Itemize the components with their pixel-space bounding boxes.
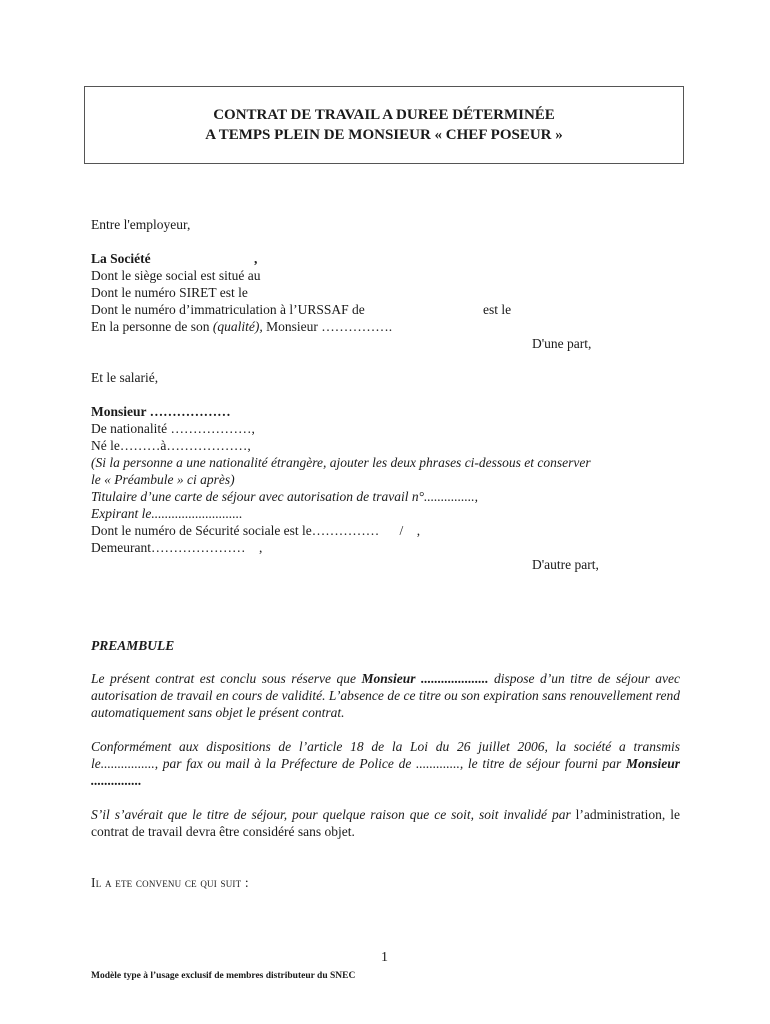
foreign-note-line-1: (Si la personne a une nationalité étrangère, ajouter les deux phrases ci-dessous et conserver <box>91 455 591 470</box>
p3-text-b: l’administration, le contrat de travail devra être considéré sans objet. <box>91 807 680 839</box>
urssaf-line-end: est le <box>483 302 512 317</box>
footer-note: Modèle type à l’usage exclusif de membres distributeur du SNEC <box>91 971 356 981</box>
p3-text-a: S’il s’avérait que le titre de séjour, pour quelque raison que ce soit, soit invalidé par <box>91 807 576 822</box>
siret-line: Dont le numéro SIRET est le <box>91 285 248 300</box>
preamble-heading: PREAMBULE <box>91 638 175 653</box>
address-line: Demeurant………………… , <box>91 540 263 555</box>
representative-prefix: En la personne de son <box>91 319 213 334</box>
employee-party: D'autre part, <box>532 557 599 572</box>
employee-nationality: De nationalité ………………, <box>91 421 255 436</box>
foreign-note-line-2: le « Préambule » ci après) <box>91 472 235 487</box>
p2-text-a: Conformément aux dispositions de l’article 18 de la Loi du 26 juillet 2006, la société a transmis le................, par fax ou mail à la Préfecture de Police de ............., le titre de séjour fourni par <box>91 739 680 771</box>
permit-line: Titulaire d’une carte de séjour avec autorisation de travail n°..............., <box>91 489 478 504</box>
employer-intro: Entre l'employeur, <box>91 217 191 232</box>
p1-monsieur: Monsieur .................... <box>361 671 489 686</box>
employee-name: Monsieur ……………… <box>91 404 231 419</box>
urssaf-line: Dont le numéro d’immatriculation à l’URSSAF de <box>91 302 365 317</box>
representative-quality: (qualité), <box>212 319 263 334</box>
representative-suffix: Monsieur ……………. <box>262 319 393 334</box>
preamble-paragraph-3 <box>91 806 680 840</box>
p2-monsieur: Monsieur ............... <box>91 756 680 788</box>
agreement-heading: Il a ete convenu ce qui suit : <box>91 875 249 890</box>
social-security-line: Dont le numéro de Sécurité sociale est le…………… / , <box>91 523 421 538</box>
siege-line: Dont le siège social est situé au <box>91 268 261 283</box>
preamble-paragraph-2 <box>91 738 680 789</box>
employer-party: D'une part, <box>532 336 592 351</box>
title-line-1: CONTRAT DE TRAVAIL A DUREE DÉTERMINÉE <box>213 107 555 123</box>
page-number: 1 <box>381 950 388 965</box>
representative-line <box>91 318 392 335</box>
employee-intro: Et le salarié, <box>91 370 159 385</box>
company-label: La Société <box>91 251 151 266</box>
company-comma: , <box>254 251 258 266</box>
title-box <box>84 86 684 164</box>
p1-text-a: Le présent contrat est conclu sous réserve que <box>91 671 362 686</box>
p1-text-c: dispose d’un titre de séjour avec autorisation de travail en cours de validité. L’absence de ce titre ou son expiration sans renouvellement rend automatiquement sans objet le présent contrat. <box>91 671 680 720</box>
preamble-paragraph-1 <box>91 670 680 721</box>
title-line-2: A TEMPS PLEIN DE MONSIEUR « CHEF POSEUR » <box>205 127 563 143</box>
employee-born: Né le………à………………, <box>91 438 251 453</box>
expiry-line: Expirant le........................... <box>91 506 243 521</box>
